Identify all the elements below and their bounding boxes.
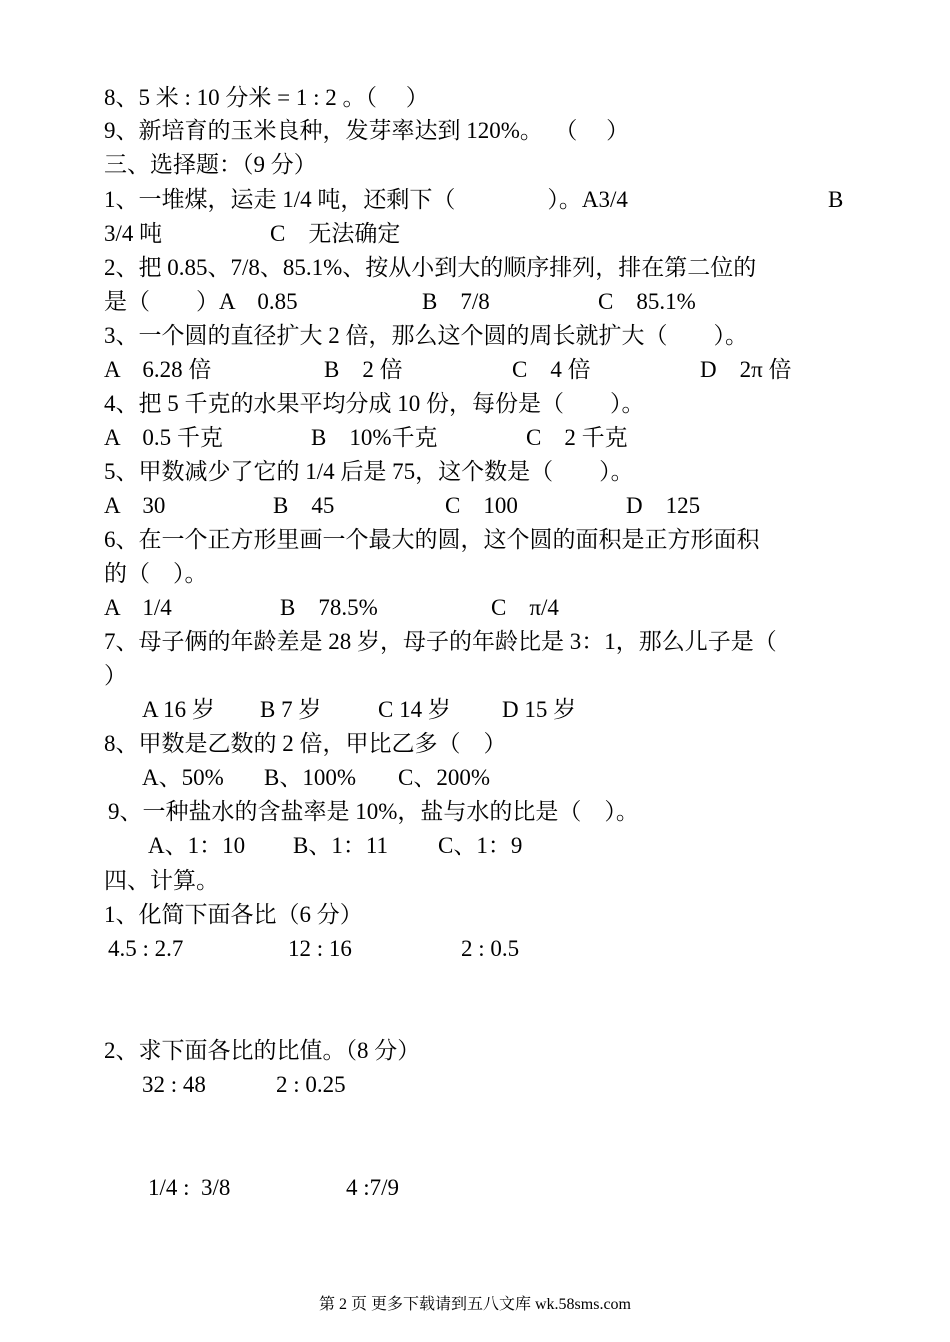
ratio-item: 1/4 : 3/8 bbox=[148, 1175, 231, 1200]
option: C 14 岁 bbox=[378, 697, 451, 722]
mc-question-7-stem: 7、母子俩的年龄差是 28 岁，母子的年龄比是 3：1，那么儿子是（ bbox=[104, 629, 777, 654]
option: A 6.28 倍 bbox=[104, 357, 212, 382]
option: B 2 倍 bbox=[324, 357, 403, 382]
option: C、1：9 bbox=[438, 833, 523, 858]
ratio-item: 4.5 : 2.7 bbox=[108, 936, 184, 961]
option: B 45 bbox=[273, 493, 335, 518]
option: D 125 bbox=[626, 493, 701, 518]
ratio-item: 2 : 0.25 bbox=[276, 1072, 346, 1097]
option: B 7/8 bbox=[422, 289, 490, 314]
ratio-item: 2 : 0.5 bbox=[461, 936, 520, 961]
mc-question-8-stem: 8、甲数是乙数的 2 倍，甲比乙多（ ） bbox=[104, 731, 507, 756]
option: A 1/4 bbox=[104, 595, 172, 620]
mc-question-7-stem-cont: ） bbox=[104, 663, 127, 688]
option: C 4 倍 bbox=[512, 357, 591, 382]
mc-question-5-stem: 5、甲数减少了它的 1/4 后是 75，这个数是（ ）。 bbox=[104, 459, 634, 484]
option: C、200% bbox=[398, 765, 490, 790]
mc-question-6-stem: 6、在一个正方形里画一个最大的圆，这个圆的面积是正方形面积 bbox=[104, 527, 760, 552]
mc-question-9-stem: 9、一种盐水的含盐率是 10%，盐与水的比是（ ）。 bbox=[108, 799, 639, 824]
option: C 2 千克 bbox=[526, 425, 628, 450]
option: A 30 bbox=[104, 493, 166, 518]
mc-question-1-option-b-letter: B bbox=[828, 187, 844, 212]
option: 是（ ）A 0.85 bbox=[104, 289, 298, 314]
ratio-item: 32 : 48 bbox=[142, 1072, 206, 1097]
page-footer: 第 2 页 更多下载请到五八文库 wk.58sms.com bbox=[318, 1296, 631, 1313]
mc-question-6-stem-cont: 的（ ）。 bbox=[104, 561, 208, 586]
mc-question-4-stem: 4、把 5 千克的水果平均分成 10 份，每份是（ ）。 bbox=[104, 391, 645, 416]
option: A 0.5 千克 bbox=[104, 425, 223, 450]
mc-question-2-stem: 2、把 0.85、7/8、85.1%、按从小到大的顺序排列，排在第二位的 bbox=[104, 255, 757, 280]
option: A、1：10 bbox=[148, 833, 246, 858]
option: C 100 bbox=[445, 493, 518, 518]
ratio-item: 4 :7/9 bbox=[346, 1175, 400, 1200]
option: 3/4 吨 bbox=[104, 221, 163, 246]
option: B、1：11 bbox=[293, 833, 388, 858]
option: C 无法确定 bbox=[270, 221, 401, 246]
option: B、100% bbox=[264, 765, 356, 790]
option: B 7 岁 bbox=[260, 697, 322, 722]
option: C π/4 bbox=[491, 595, 559, 620]
option: B 78.5% bbox=[280, 595, 378, 620]
calc-part-2-title: 2、求下面各比的比值。（8 分） bbox=[104, 1038, 421, 1063]
mc-question-1-stem: 1、一堆煤，运走 1/4 吨，还剩下（ ）。A3/4 bbox=[104, 187, 628, 212]
option: D 15 岁 bbox=[502, 697, 577, 722]
calc-part-1-title: 1、化简下面各比（6 分） bbox=[104, 902, 363, 927]
ratio-item: 12 : 16 bbox=[288, 936, 352, 961]
mc-question-3-stem: 3、一个圆的直径扩大 2 倍，那么这个圆的周长就扩大（ ）。 bbox=[104, 323, 748, 348]
judgement-question-9: 9、新培育的玉米良种，发芽率达到 120%。 （ ） bbox=[104, 118, 630, 143]
section-4-title: 四、计算。 bbox=[104, 868, 219, 893]
section-3-title: 三、选择题：（9 分） bbox=[104, 152, 317, 177]
option: A 16 岁 bbox=[142, 697, 215, 722]
option: B 10%千克 bbox=[311, 425, 438, 450]
option: D 2π 倍 bbox=[700, 357, 792, 382]
option: A、50% bbox=[142, 765, 224, 790]
judgement-question-8: 8、5 米 : 10 分米 = 1 : 2 。（ ） bbox=[104, 85, 429, 110]
option: C 85.1% bbox=[598, 289, 696, 314]
